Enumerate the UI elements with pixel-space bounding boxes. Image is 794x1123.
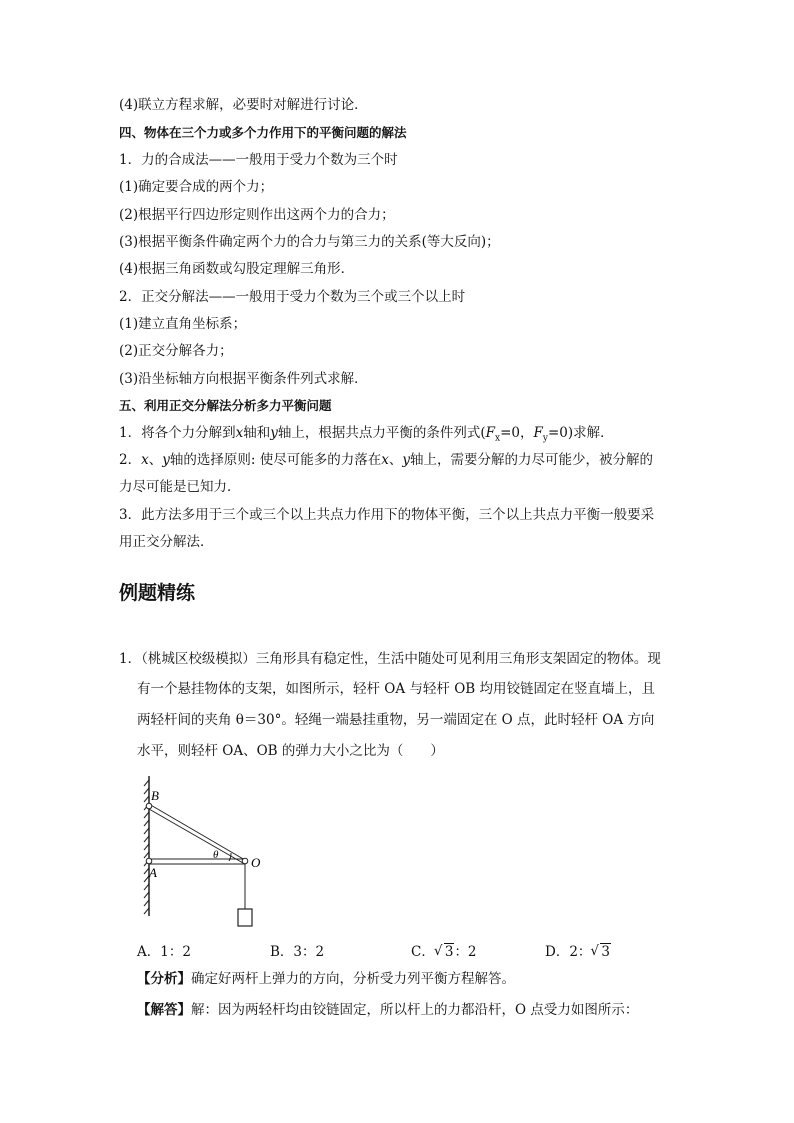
- hinge-a: [146, 858, 152, 864]
- question-line: 两轻杆间的夹角 θ＝30°。轻绳一端悬挂重物，另一端固定在 O 点，此时轻杆 OA 方向: [137, 712, 655, 728]
- text-line: (2)根据平行四边形定则作出这两个力的合力；: [119, 207, 395, 223]
- option-c[interactable]: C．√ 3：2: [411, 940, 477, 960]
- bracket-diagram: [135, 772, 285, 932]
- angle-arc: [229, 853, 231, 861]
- text-line: 力尽可能是已知力．: [119, 479, 241, 495]
- text-line: (1)建立直角坐标系；: [119, 316, 247, 332]
- question-line: 水平，则轻杆 OA、OB 的弹力大小之比为（ ）: [137, 743, 444, 759]
- label-theta: θ: [213, 849, 219, 861]
- option-b[interactable]: B．3：2: [270, 944, 325, 960]
- rod-oa: [149, 859, 245, 864]
- question-line: 1．（桃城区校级模拟）三角形具有稳定性，生活中随处可见利用三角形支架固定的物体。现: [119, 651, 661, 667]
- text-line: 1．将各个力分解到x轴和y轴上，根据共点力平衡的条件列式($F_x=0$，$F_y=0$)求解．: [119, 425, 614, 444]
- label-o: O: [251, 855, 261, 870]
- joint-o: [242, 858, 248, 864]
- hinge-b: [146, 803, 152, 809]
- text-line: 3．此方法多用于三个或三个以上共点力作用下的物体平衡，三个以上共点力平衡一般要采: [119, 507, 655, 523]
- text-line: 2．x、y轴的选择原则: 使尽可能多的力落在x、y轴上，需要分解的力尽可能少，被分解的: [119, 452, 653, 468]
- text-line: (1)确定要合成的两个力；: [119, 179, 274, 195]
- label-b: B: [151, 788, 159, 803]
- text-line: (2)正交分解各力；: [119, 343, 233, 359]
- question-line: 有一个悬挂物体的支架，如图所示，轻杆 OA 与轻杆 OB 均用铰链固定在竖直墙上，且: [137, 681, 655, 697]
- text-line: 用正交分解法．: [119, 534, 214, 550]
- weight-block: [238, 909, 252, 926]
- example-heading: 例题精练: [119, 582, 196, 604]
- section-heading: 四、物体在三个力或多个力作用下的平衡问题的解法: [119, 125, 407, 140]
- answer-line: 【解答】解：因为两轻杆均由铰链固定，所以杆上的力都沿杆，O 点受力如图所示：: [137, 1002, 639, 1018]
- option-a[interactable]: A．1：2: [137, 944, 191, 960]
- text-line: (3)沿坐标轴方向根据平衡条件列式求解．: [119, 371, 368, 387]
- text-line: (4)根据三角函数或勾股定理解三角形．: [119, 261, 355, 277]
- text-line: 1．力的合成法——一般用于受力个数为三个时: [119, 152, 398, 168]
- label-a: A: [149, 865, 157, 880]
- text-line: 2．正交分解法——一般用于受力个数为三个或三个以上时: [119, 289, 466, 305]
- section-heading: 五、利用正交分解法分析多力平衡问题: [119, 398, 332, 413]
- analysis-line: 【分析】确定好两杆上弹力的方向，分析受力列平衡方程解答。: [137, 971, 515, 987]
- text-line: (4)联立方程求解，必要时对解进行讨论．: [119, 97, 368, 113]
- text-line: (3)根据平衡条件确定两个力的合力与第三力的关系(等大反向)；: [119, 234, 500, 250]
- option-d[interactable]: D．2：√ 3: [545, 940, 611, 960]
